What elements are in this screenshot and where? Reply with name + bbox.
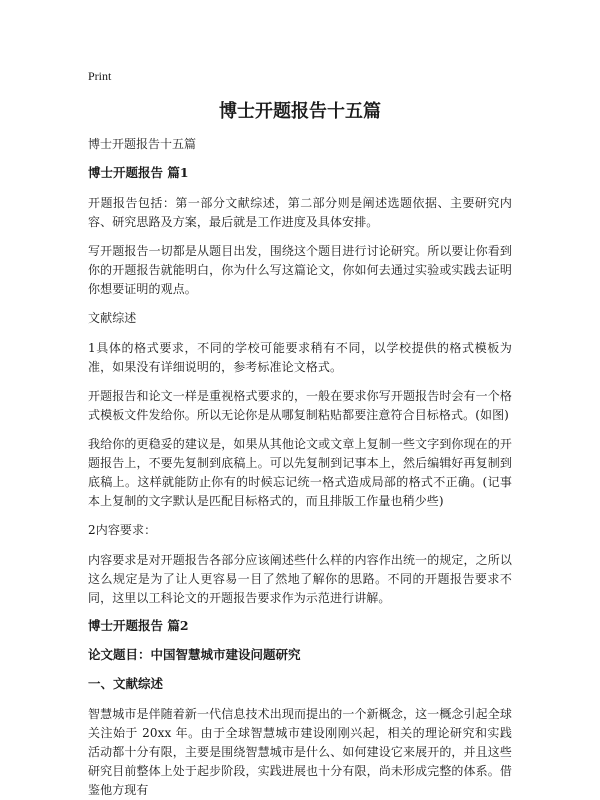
- paragraph: 智慧城市是伴随着新一代信息技术出现而提出的一个新概念，这一概念引起全球关注始于 20xx 年。由于全球智慧城市建设刚刚兴起，相关的理论研究和实践活动都十分有限，主要是围绕智慧城市是什么、如何建设它来展开的，并且这些研究目前整体上处于起步阶段，实践进展也十分有限，尚未形成完整的体系。借鉴他方现有: [88, 707, 512, 797]
- document-body: [88, 136, 512, 800]
- print-label[interactable]: Print: [88, 69, 112, 83]
- paragraph: 1具体的格式要求，不同的学校可能要求稍有不同，以学校提供的格式模板为准，如果没有详细说明的，参考标准论文格式。: [88, 341, 512, 374]
- document-subtitle: 博士开题报告十五篇: [88, 137, 197, 151]
- paragraph: 文献综述: [88, 311, 137, 325]
- section-heading-2: 博士开题报告 篇2: [88, 618, 189, 633]
- literature-review-heading: 一、文献综述: [88, 676, 164, 691]
- paragraph: 内容要求是对开题报告各部分应该阐述些什么样的内容作出统一的规定，之所以这么规定是为了让人更容易一目了然地了解你的思路。不同的开题报告要求不同，这里以工科论文的开题报告要求作为示范进行讲解。: [88, 553, 512, 605]
- paper-title-heading: 论文题目：中国智慧城市建设问题研究: [88, 647, 301, 662]
- paragraph: 开题报告和论文一样是重视格式要求的，一般在要求你写开题报告时会有一个格式模板文件发给你。所以无论你是从哪复制粘贴都要注意符合目标格式。(如图): [88, 389, 512, 422]
- paragraph: 2内容要求：: [88, 523, 157, 537]
- paragraph: 我给你的更稳妥的建议是，如果从其他论文或文章上复制一些文字到你现在的开题报告上，不要先复制到底稿上。可以先复制到记事本上，然后编辑好再复制到底稿上。这样就能防止你有的时候忘记统一格式造成局部的格式不正确。(记事本上复制的文字默认是匹配目标格式的，而且排版工作量也稍少些): [88, 437, 512, 508]
- paragraph: 写开题报告一切都是从题目出发，围绕这个题目进行讨论研究。所以要让你看到你的开题报告就能明白，你为什么写这篇论文，你如何去通过实验或实践去证明你想要证明的观点。: [88, 244, 512, 296]
- section-heading-1: 博士开题报告 篇1: [88, 165, 189, 180]
- paragraph: 开题报告包括：第一部分文献综述，第二部分则是阐述选题依据、主要研究内容、研究思路及方案，最后就是工作进度及具体安排。: [88, 196, 512, 229]
- document-title: 博士开题报告十五篇: [219, 101, 381, 122]
